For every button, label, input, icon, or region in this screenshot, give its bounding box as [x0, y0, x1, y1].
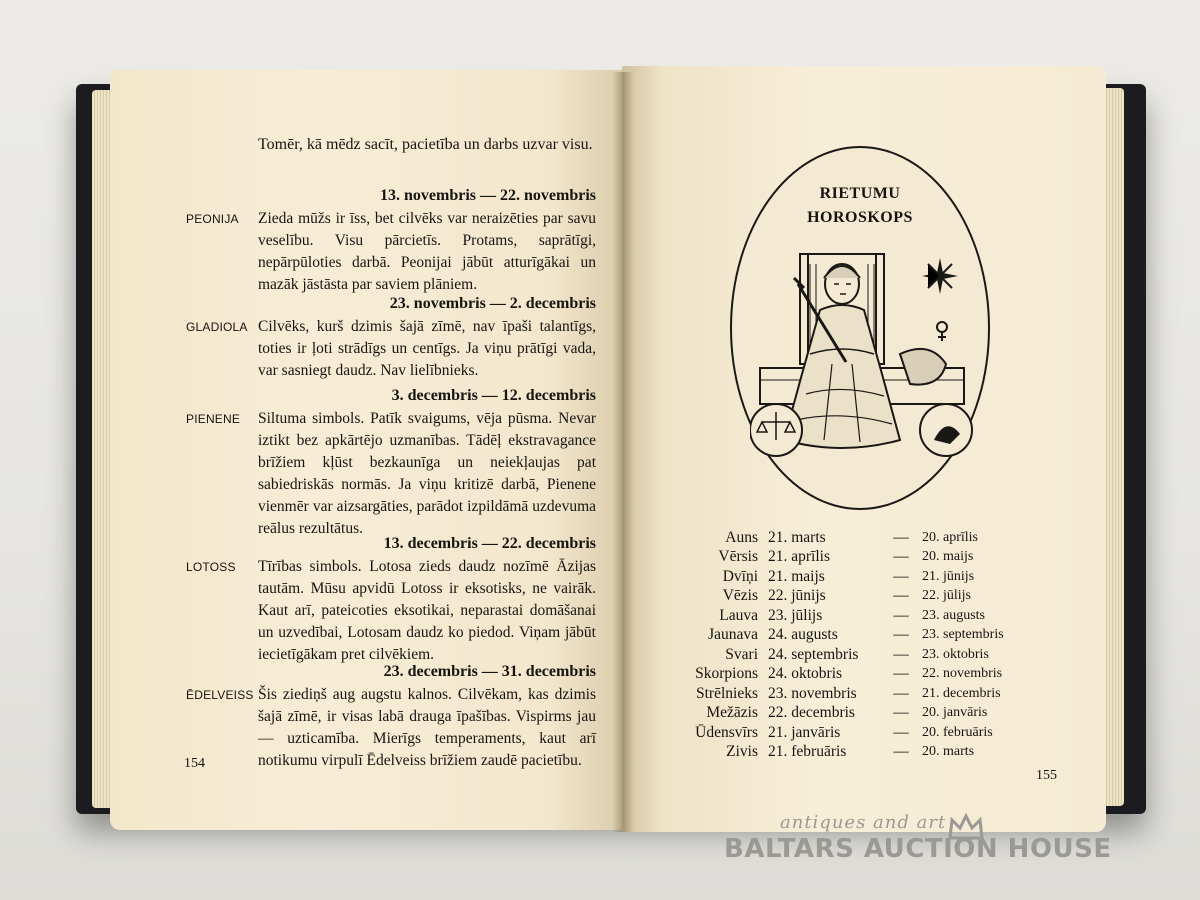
horoscope-illustration-oval [730, 146, 990, 510]
zodiac-to: 20. janvāris [922, 705, 988, 721]
flower-name: PEONIJA [186, 212, 239, 226]
zodiac-sign: Vērsis [718, 548, 758, 566]
entry-text: Zieda mūžs ir īss, bet cilvēks var neraizēties par savu veselību. Visu pārcietīs. Protams, saprātīgi, nepārpūloties darbā. Peonijai jābūt atturīgākai un mazāk jāstāsta par saviem plāniem. [258, 210, 596, 293]
zodiac-from: 21. maijs [768, 567, 825, 585]
entry-text: Tīrības simbols. Lotosa zieds daudz nozīmē Āzijas tautām. Mūsu apvidū Lotoss ir eksotisks, ne vairāk. Kaut arī, pateicoties eksotikai, neparastai domāšanai un uzvedībai, Lotosam daudz ko piedod. Viņam jābūt iecietīgākam pret cilvēkiem. [258, 558, 596, 663]
zodiac-dash: — [893, 626, 909, 644]
zodiac-row [662, 645, 1042, 665]
zodiac-sign: Mežāzis [706, 704, 758, 722]
watermark [720, 812, 1140, 872]
entry-gladiola [186, 294, 596, 382]
entry-peonija [186, 186, 596, 296]
zodiac-from: 22. decembris [768, 704, 855, 722]
zodiac-to: 22. novembris [922, 666, 1003, 682]
zodiac-from: 21. februāris [768, 743, 847, 761]
entry-text: Siltuma simbols. Patīk svaigums, vēja pūsma. Nevar iztikt bez apkārtējo uzmanības. Tādēļ ekstravagance brīžiem kļūst bezkaunīga un neiekļaujas pat sabiedriskās normās. Ja viņu kritizē darbā, Pienene vienmēr var aizsargāties, parādot izpildāmā uzdevuma reālus rezultātus. [258, 410, 596, 537]
zodiac-dash: — [893, 548, 909, 566]
zodiac-from: 21. janvāris [768, 723, 841, 741]
book-gutter-shadow [612, 72, 634, 832]
zodiac-from: 22. jūnijs [768, 587, 826, 605]
zodiac-sign: Ūdensvīrs [695, 723, 758, 741]
zodiac-row [662, 626, 1042, 646]
zodiac-table [662, 528, 1042, 762]
zodiac-row [662, 704, 1042, 724]
page-number-left: 154 [184, 756, 205, 771]
zodiac-row [662, 548, 1042, 568]
zodiac-dash: — [893, 645, 909, 663]
illustration-title [732, 182, 988, 230]
zodiac-dash: — [893, 723, 909, 741]
zodiac-to: 20. maijs [922, 549, 974, 565]
zodiac-from: 24. oktobris [768, 665, 843, 683]
entry-date: 23. decembris — 31. decembris [383, 663, 596, 680]
zodiac-to: 23. septembris [922, 627, 1004, 643]
zodiac-dash: — [893, 528, 909, 546]
zodiac-row [662, 587, 1042, 607]
entry-pienene [186, 386, 596, 540]
zodiac-from: 23. jūlijs [768, 606, 823, 624]
zodiac-sign: Svari [725, 645, 758, 663]
entry-text: Cilvēks, kurš dzimis šajā zīmē, nav īpaši talantīgs, toties ir ļoti strādīgs un centīgs. Ja viņu prātīgi vada, var sasniegt daudz. Nav lielībnieks. [258, 318, 596, 379]
left-page [110, 70, 626, 830]
flower-name: LOTOSS [186, 560, 236, 574]
intro-text: Tomēr, kā mēdz sacīt, pacietība un darbs uzvar visu. [258, 136, 593, 153]
zodiac-row [662, 528, 1042, 548]
flower-name: ĒDELVEISS [186, 688, 254, 702]
zodiac-from: 21. aprīlis [768, 548, 830, 566]
flower-name: PIENENE [186, 412, 241, 426]
zodiac-sign: Strēlnieks [696, 684, 758, 702]
page-number-right: 155 [1036, 768, 1057, 783]
zodiac-row [662, 723, 1042, 743]
entry-edelveiss [186, 662, 596, 772]
zodiac-dash: — [893, 587, 909, 605]
zodiac-dash: — [893, 743, 909, 761]
entry-date: 23. novembris — 2. decembris [389, 295, 596, 312]
entry-date: 3. decembris — 12. decembris [391, 387, 596, 404]
zodiac-dash: — [893, 684, 909, 702]
zodiac-dash: — [893, 665, 909, 683]
flower-name: GLADIOLA [186, 320, 248, 334]
right-page [622, 66, 1106, 832]
zodiac-to: 23. augusts [922, 607, 985, 623]
zodiac-to: 20. februāris [922, 724, 993, 740]
zodiac-from: 24. septembris [768, 645, 859, 663]
zodiac-row [662, 743, 1042, 763]
zodiac-row [662, 665, 1042, 685]
watermark-brand: BALTARS AUCTION HOUSE [724, 834, 1112, 864]
venus-symbol-icon [934, 320, 950, 342]
zodiac-from: 24. augusts [768, 626, 838, 644]
zodiac-row [662, 606, 1042, 626]
entry-lotoss [186, 534, 596, 666]
zodiac-row [662, 567, 1042, 587]
title-line-1: RIETUMU [819, 185, 901, 202]
zodiac-to: 20. marts [922, 744, 975, 760]
zodiac-to: 21. decembris [922, 685, 1001, 701]
zodiac-dash: — [893, 567, 909, 585]
zodiac-to: 20. aprīlis [922, 529, 978, 545]
zodiac-to: 22. jūlijs [922, 588, 972, 604]
star-icon [920, 256, 960, 296]
zodiac-dash: — [893, 704, 909, 722]
title-line-2: HOROSKOPS [807, 209, 913, 226]
zodiac-row [662, 684, 1042, 704]
zodiac-from: 23. novembris [768, 684, 857, 702]
zodiac-from: 21. marts [768, 528, 826, 546]
zodiac-dash: — [893, 606, 909, 624]
zodiac-sign: Jaunava [708, 626, 758, 644]
watermark-tagline: antiques and art [780, 812, 947, 833]
zodiac-sign: Vēzis [722, 587, 758, 605]
entry-date: 13. novembris — 22. novembris [380, 187, 596, 204]
zodiac-sign: Lauva [719, 606, 758, 624]
zodiac-sign: Zivis [726, 743, 758, 761]
zodiac-sign: Dvīņi [722, 567, 758, 585]
entry-date: 13. decembris — 22. decembris [383, 535, 596, 552]
zodiac-sign: Skorpions [695, 665, 758, 683]
zodiac-to: 23. oktobris [922, 646, 989, 662]
zodiac-sign: Auns [725, 528, 758, 546]
zodiac-to: 21. jūnijs [922, 568, 975, 584]
entry-text: Šis ziediņš aug augstu kalnos. Cilvēkam, kas dzimis šajā zīmē, ir visas labā drauga īpašības. Vispirms jau — uzticamība. Mierīgs temperaments, kaut arī notikumu virpulī Ēdelveiss brīžiem zaudē pacietību. [258, 686, 596, 769]
